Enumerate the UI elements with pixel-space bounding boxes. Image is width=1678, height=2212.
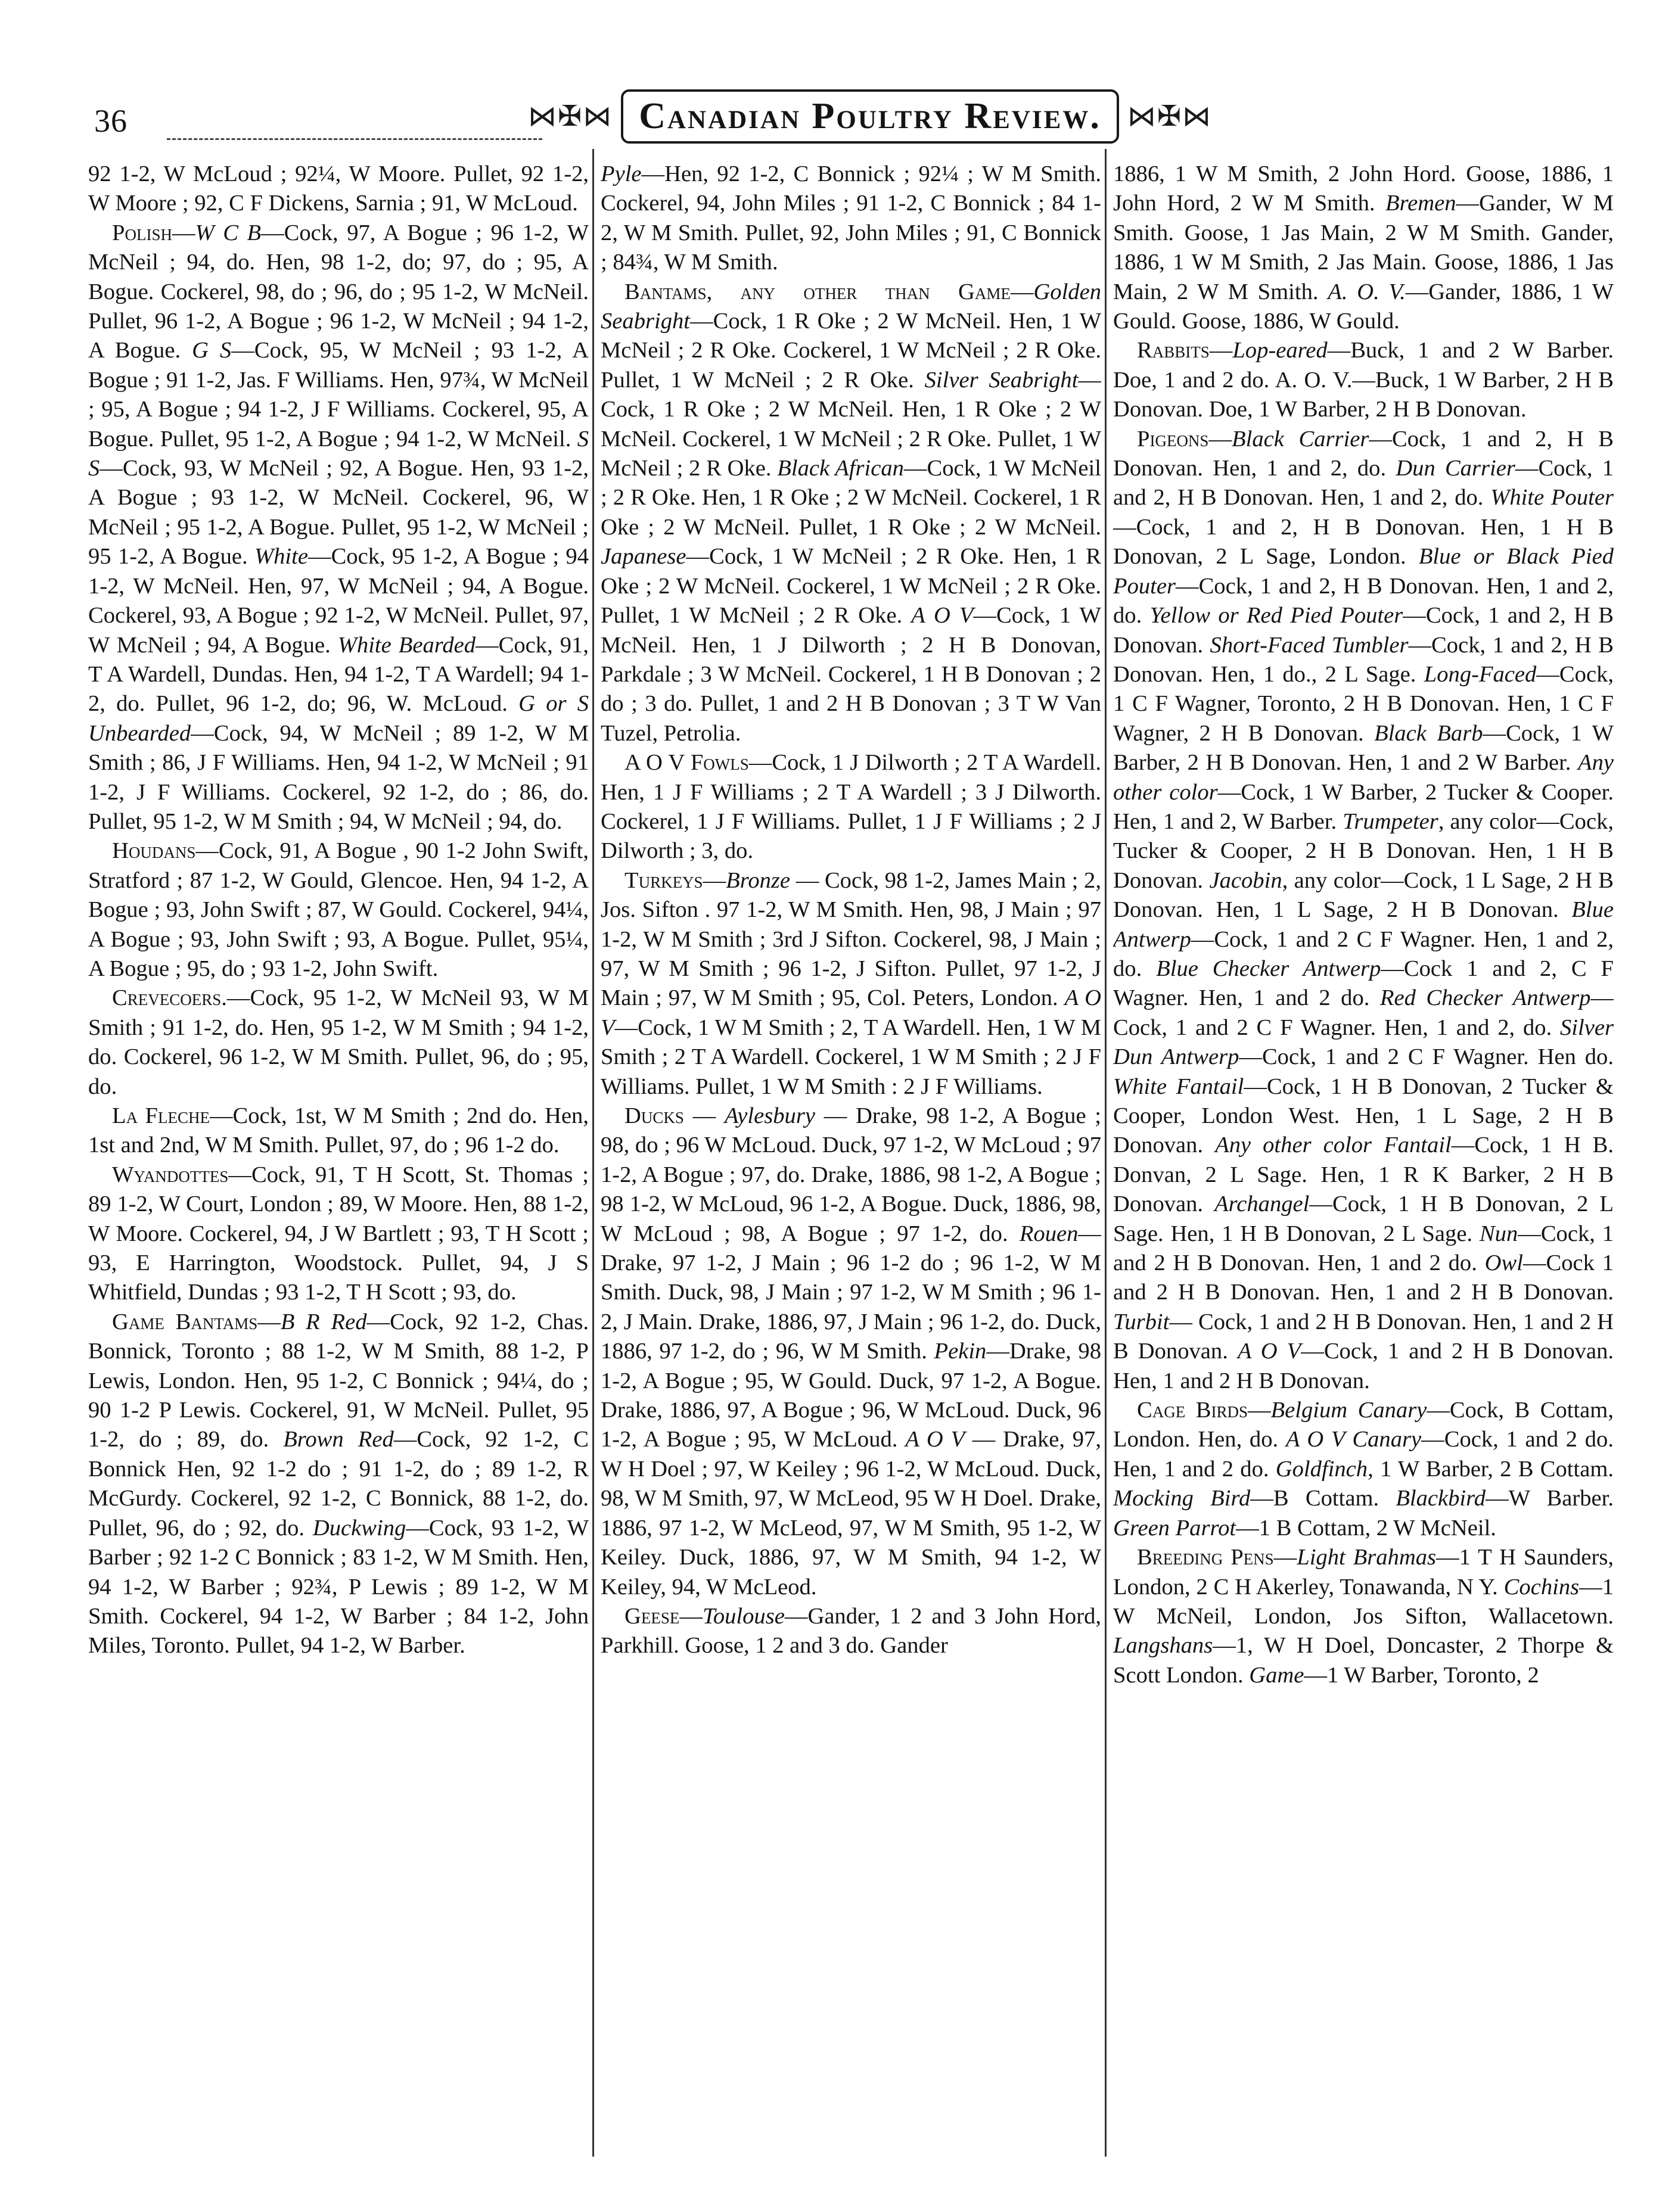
variety-name: Mocking Bird (1113, 1486, 1251, 1511)
entry-text: —1, W H Doel, Doncaster, 2 Thorpe & Scott London. (1113, 1633, 1614, 1688)
entry-text: — (257, 1309, 281, 1334)
entry-text: —Drake, 97 1-2, J Main ; 96 1-2 do ; 96 1-2, W M Smith. Duck, 98, J Main ; 97 1-2, W M Smith ; 96 1-2, J Main. Drake, 1886, 97, J Main ; 96 1-2, do. Duck, 1886, 97 1-2, do ; 96, W M Smith. (601, 1221, 1101, 1364)
section-heading: Rabbits (1137, 338, 1210, 363)
variety-name: Any other color Fantail (1215, 1133, 1452, 1158)
entry-text: —Cock, 1 R Oke ; 2 W McNeil. Hen, 1 R Oke ; 2 W McNeil. Cockerel, 1 W McNeil ; 2 R Oke. Pullet, 1 W McNeil ; 2 R Oke. (601, 367, 1101, 481)
paragraph (601, 1102, 1101, 1602)
variety-name: Goldfinch (1275, 1456, 1368, 1482)
variety-name: B R Red (280, 1309, 367, 1334)
entry-text: —Cock, 1 W McNeil ; 2 R Oke. Hen, 1 R Oke ; 2 W McNeil. Cockerel, 1 W McNeil ; 2 R Oke. Pullet, 1 W McNeil ; 2 R Oke. (601, 544, 1101, 629)
entry-text: —Cock, 94, W McNeil ; 89 1-2, W M Smith ; 86, J F Williams. Hen, 94 1-2, W McNeil ; 91 1-2, J F Williams. Cockerel, 92 1-2, do ; 86, do. Pullet, 95 1-2, W M Smith ; 94, W McNeil ; 94, do. (88, 720, 589, 834)
header-dashed-rule (167, 138, 542, 140)
variety-name: A. O. V. (1328, 279, 1406, 304)
variety-name: G or S Unbearded (88, 691, 589, 746)
paragraph (88, 219, 589, 837)
column-divider (592, 149, 594, 2157)
variety-name: Cochins (1503, 1574, 1580, 1600)
variety-name: Aylesbury (724, 1103, 815, 1128)
entry-text: —Cock, 91, T A Wardell, Dundas. Hen, 94 1-2, T A Wardell; 94 1-2, do. Pullet, 96 1-2, do; 96, W. McLoud. (88, 632, 589, 717)
variety-name: Any other color (1113, 750, 1614, 805)
entry-text: 92 1-2, W McLoud ; 92¼, W Moore. Pullet, 92 1-2, W Moore ; 92, C F Dickens, Sarnia ; 91, W McLoud. (88, 161, 589, 216)
section-heading: Bantams, any other than Game (624, 279, 1011, 304)
entry-text: —1 W McNeil, London, Jos Sifton, Wallacetown. (1113, 1574, 1614, 1629)
variety-name: Brown Red (283, 1427, 394, 1452)
entry-text: —1 T H Saunders, London, 2 C H Akerley, Tonawanda, N Y. (1113, 1545, 1614, 1600)
masthead-title: Canadian Poultry Review. (621, 89, 1119, 144)
entry-text: — Cock, 98 1-2, James Main ; 2, Jos. Sifton . 97 1-2, W M Smith. Hen, 98, J Main ; 97 1-2, W M Smith ; 3rd J Sifton. Cockerel, 98, J Main ; 97, W M Smith ; 96 1-2, J Sifton. Pullet, 97 1-2, J Main ; 97, W M Smith ; 95, Col. Peters, London. (601, 867, 1101, 1011)
entry-text: — (172, 220, 195, 245)
paragraph (1113, 1396, 1614, 1543)
entry-text: —Cock, 1 and 2 C F Wagner. Hen, 1 and 2, do. (1113, 985, 1614, 1040)
variety-name: A O V (911, 603, 974, 629)
section-heading: La Fleche (112, 1103, 210, 1128)
variety-name: Yellow or Red Pied Pouter (1149, 603, 1403, 629)
variety-name: Black Carrier (1232, 426, 1369, 452)
entry-text: —Cock, 1 and 2 C F Wagner. Hen, 1 and 2, do. (1113, 926, 1614, 981)
entry-text: — (683, 1103, 725, 1128)
variety-name: G S (192, 338, 232, 363)
column-1 (88, 160, 589, 2126)
variety-name: Nun (1479, 1221, 1518, 1246)
entry-text: —Gander, 1 2 and 3 John Hord, Parkhill. Goose, 1 2 and 3 do. Gander (601, 1603, 1101, 1659)
entry-text: — Cock, 1 and 2 H B Donovan. Hen, 1 and 2 H B Donovan. (1113, 1309, 1614, 1364)
entry-text: —Cock, 95 1-2, A Bogue ; 94 1-2, W McNeil. Hen, 97, W McNeil ; 94, A Bogue. Cockerel, 93, A Bogue ; 92 1-2, W McNeil. Pullet, 97, W McNeil ; 94, A Bogue. (88, 544, 589, 658)
column-2 (601, 160, 1101, 2126)
entry-text: —Cock, 1 and 2, H B Donovan. Hen, 1 and 2, do. (1113, 573, 1614, 629)
variety-name: A O V (601, 985, 1101, 1040)
entry-text: —Cock, 1 W Barber, 2 H B Donovan. Hen, 1 and 2 W Barber. (1113, 720, 1614, 776)
variety-name: Belgium Canary (1270, 1398, 1427, 1423)
paragraph (88, 1161, 589, 1308)
variety-name: Langshans (1113, 1633, 1213, 1659)
entry-text: —Cock, 95 1-2, W McNeil 93, W M Smith ; 91 1-2, do. Hen, 95 1-2, W M Smith ; 94 1-2, do. Cockerel, 96 1-2, W M Smith. Pullet, 96, do ; 95, do. (88, 985, 589, 1099)
section-heading: Ducks (624, 1103, 684, 1128)
entry-text: —Cock, 1 and 2, H B Donovan. Hen, 1 H B Donovan, 2 L Sage, London. (1113, 514, 1614, 570)
paragraph (601, 1602, 1101, 1661)
masthead (527, 83, 1213, 149)
paragraph (1113, 336, 1614, 424)
entry-text: —Cock, 1 R Oke ; 2 W McNeil. Hen, 1 W McNeil ; 2 R Oke. Cockerel, 1 W McNeil ; 2 R Oke. Pullet, 1 W McNeil ; 2 R Oke. (601, 309, 1101, 393)
variety-name: Turbit (1113, 1309, 1170, 1334)
section-heading: Polish (112, 220, 172, 245)
variety-name: A O V Canary (1285, 1427, 1422, 1452)
entry-text: — (1208, 426, 1232, 452)
variety-name: Trumpeter (1343, 808, 1438, 834)
paragraph (88, 836, 589, 984)
variety-name: W C B (195, 220, 262, 245)
entry-text: , any color—Cock, 1 L Sage, 2 H B Donovan. Hen, 1 L Sage, 2 H B Donovan. (1113, 867, 1614, 923)
entry-text: —Cock, 97, A Bogue ; 96 1-2, W McNeil ; 94, do. Hen, 98 1-2, do; 97, do ; 95, A Bogue. Cockerel, 98, do ; 96, do ; 95 1-2, W McNeil. Pullet, 96 1-2, A Bogue ; 96 1-2, W McNeil ; 94 1-2, A Bogue. (88, 220, 589, 363)
entry-text: —1 W Barber, Toronto, 2 (1304, 1662, 1539, 1688)
entry-text: — (679, 1603, 703, 1629)
entry-text: —Cock, 1 and 2, H B Donovan. Hen, 1 do., 2 L Sage. (1113, 632, 1614, 687)
entry-text: —Cock, 1 H B Donovan, 2 Tucker & Cooper, London West. Hen, 1 L Sage, 2 H B Donovan. (1113, 1074, 1614, 1158)
entry-text: —Cock, 1 and 2 H B Donovan. Hen, 1 and 2 H B Donovan. (1113, 1339, 1614, 1393)
entry-text: —Cock 1 and 2 H B Donovan. Hen, 1 and 2 H B Donovan. (1113, 1250, 1614, 1305)
paragraph (1113, 425, 1614, 1396)
variety-name: Short-Faced Tumbler (1210, 632, 1409, 658)
column-3 (1113, 160, 1614, 2126)
entry-text: —Cock, 1 and 2 C F Wagner. Hen do. (1239, 1044, 1614, 1070)
page-number: 36 (94, 103, 128, 139)
section-heading: Crevecoers. (112, 985, 227, 1011)
paragraph (88, 1308, 589, 1661)
variety-name: Duckwing (312, 1515, 406, 1541)
entry-text: —W Barber. (1486, 1486, 1614, 1511)
entry-text: — Drake, 97, W H Doel ; 97, W Keiley ; 96 1-2, W McLoud. Duck, 98, W M Smith, 97, W McLeod, 95 W H Doel. Drake, 1886, 97 1-2, W McLeod, 97, W M Smith, 95 1-2, W Keiley. Duck, 1886, 97, W M Smith, 94 1-2, W Keiley, 94, W McLeod. (601, 1427, 1101, 1600)
paragraph (601, 866, 1101, 1102)
variety-name: Toulouse (702, 1603, 785, 1629)
entry-text: —B Cottam. (1250, 1486, 1396, 1511)
paragraph (88, 1102, 589, 1161)
paragraph (1113, 1543, 1614, 1690)
entry-text: —Cock, 1st, W M Smith ; 2nd do. Hen, 1st and 2nd, W M Smith. Pullet, 97, do ; 96 1-2 do. (88, 1103, 589, 1158)
variety-name: Light Brahmas (1297, 1545, 1437, 1570)
entry-text: — Drake, 98 1-2, A Bogue ; 98, do ; 96 W McLoud. Duck, 97 1-2, W McLoud ; 97 1-2, A Bogue ; 97, do. Drake, 1886, 98 1-2, A Bogue ; 98 1-2, W McLoud, 96 1-2, A Bogue. Duck, 1886, 98, W McLoud ; 98, A Bogue ; 97 1-2, do. (601, 1103, 1101, 1246)
variety-name: Pekin (934, 1339, 987, 1364)
variety-name: A O V (1237, 1339, 1301, 1364)
variety-name: S S (88, 426, 589, 481)
paragraph (88, 160, 589, 219)
entry-text: —Cock, 1 C F Wagner, Toronto, 2 H B Donovan. Hen, 1 C F Wagner, 2 H B Donovan. (1113, 661, 1614, 746)
variety-name: Blue Antwerp (1113, 897, 1614, 952)
variety-name: Silver Seabright (924, 367, 1079, 393)
entry-text: —Cock, 1 W M Smith ; 2, T A Wardell. Hen, 1 W M Smith ; 2 T A Wardell. Cockerel, 1 W M Smith ; 2 J F Williams. Pullet, 1 W M Smith : 2 J F Williams. (601, 1015, 1101, 1099)
variety-name: Jacobin (1209, 867, 1282, 893)
entry-text: —Cock, 1 and 2 do. Hen, 1 and 2 do. (1113, 1427, 1614, 1482)
variety-name: A O V (905, 1427, 965, 1452)
masthead-right-ornament-icon: ⋈✠⋈ (1127, 101, 1213, 132)
paragraph (88, 984, 589, 1102)
paragraph (601, 160, 1101, 278)
variety-name: Pyle (601, 161, 642, 186)
entry-text: —Cock, 1 and 2, H B Donovan. Hen, 1 and 2, do. (1113, 426, 1614, 481)
variety-name: Silver Dun Antwerp (1113, 1015, 1614, 1070)
section-heading: Houdans (112, 838, 196, 864)
entry-text: —Cock, 1 W McNeil ; 2 R Oke. Hen, 1 R Oke ; 2 W McNeil. Cockerel, 1 R Oke ; 2 W McNeil. Pullet, 1 R Oke ; 2 W McNeil. (601, 456, 1101, 540)
entry-text: —Gander, W M Smith. Goose, 1 Jas Main, 2 W M Smith. Gander, 1886, 1 W M Smith, 2 Jas Main. Goose, 1886, 1 Jas Main, 2 W M Smith. (1113, 191, 1614, 304)
paragraph (601, 748, 1101, 866)
entry-text: —Cock, B Cottam, London. Hen, do. (1113, 1398, 1614, 1452)
entry-text: —Hen, 92 1-2, C Bonnick ; 92¼ ; W M Smith. Cockerel, 94, John Miles ; 91 1-2, C Bonnick ; 84 1-2, W M Smith. Pullet, 92, John Miles ; 91, C Bonnick ; 84¾, W M Smith. (601, 161, 1101, 275)
variety-name: Blue or Black Pied Pouter (1113, 544, 1614, 599)
entry-text: —Cock, 1 and 2, H B Donovan. Hen, 1 and 2, do. (1113, 456, 1614, 511)
variety-name: Black African (777, 456, 904, 481)
section-heading: Pigeons (1137, 426, 1209, 452)
entry-text: 1886, 1 W M Smith, 2 John Hord. Goose, 1886, 1 John Hord, 2 W M Smith. (1113, 161, 1614, 216)
entry-text: —1 B Cottam, 2 W McNeil. (1236, 1515, 1496, 1541)
variety-name: Rouen (1019, 1221, 1079, 1246)
variety-name: Owl (1484, 1250, 1523, 1276)
entry-text: —Cock, 1 W Barber, 2 Tucker & Cooper. Hen, 1 and 2, W Barber. (1113, 779, 1614, 834)
section-heading: Cage Birds (1137, 1398, 1248, 1423)
variety-name: Red Checker Antwerp (1379, 985, 1591, 1011)
section-heading: Breeding Pens (1137, 1545, 1274, 1570)
entry-text: — (1209, 338, 1233, 363)
entry-text: —Drake, 98 1-2, A Bogue ; 95, W Gould. Duck, 97 1-2, A Bogue. Drake, 1886, 97, A Bogue ; 96, W McLoud. Duck, 96 1-2, A Bogue ; 95, W McLoud. (601, 1339, 1101, 1452)
variety-name: Archangel (1214, 1191, 1310, 1217)
variety-name: Green Parrot (1113, 1515, 1236, 1541)
entry-text: —Cock, 92 1-2, C Bonnick Hen, 92 1-2 do ; 91 1-2, do ; 89 1-2, R McGurdy. Cockerel, 92 1-2, C Bonnick, 88 1-2, do. Pullet, 96, do ; 92, do. (88, 1427, 589, 1541)
variety-name: Game (1249, 1662, 1304, 1688)
variety-name: White Pouter (1490, 485, 1614, 511)
entry-text: —Cock, 1 and 2, H B Donovan. (1113, 603, 1614, 658)
entry-text: —Cock, 93, W McNeil ; 92, A Bogue. Hen, 93 1-2, A Bogue ; 93 1-2, W McNeil. Cockerel, 96, W McNeil ; 95 1-2, A Bogue. Pullet, 95 1-2, W McNeil ; 95 1-2, A Bogue. (88, 456, 589, 570)
entry-text: —Cock 1 and 2, C F Wagner. Hen, 1 and 2 do. (1113, 956, 1614, 1011)
entry-text: —Cock, 1 H B. Donvan, 2 L Sage. Hen, 1 R K Barker, 2 H B Donovan. (1113, 1133, 1614, 1217)
variety-name: Dun Carrier (1396, 456, 1515, 481)
variety-name: Golden Seabright (601, 279, 1101, 334)
variety-name: White (254, 544, 308, 570)
variety-name: White Fantail (1113, 1074, 1244, 1099)
entry-text: , 1 W Barber, 2 B Cottam. (1368, 1456, 1614, 1482)
entry-text: —Cock, 1 W McNeil. Hen, 1 J Dilworth ; 2 H B Donovan, Parkdale ; 3 W McNeil. Cockerel, 1 H B Donovan ; 2 do ; 3 do. Pullet, 1 and 2 H B Donovan ; 3 T W Van Tuzel, Petrolia. (601, 603, 1101, 746)
entry-text: —Gander, 1886, 1 W Gould. Goose, 1886, W Gould. (1113, 279, 1614, 334)
entry-text: —Cock, 91, A Bogue , 90 1-2 John Swift, Stratford ; 87 1-2, W Gould, Glencoe. Hen, 94 1-2, A Bogue ; 93, John Swift ; 87, W Gould. Cockerel, 94¼, A Bogue ; 93, John Swift ; 93, A Bogue. Pullet, 95¼, A Bogue ; 95, do ; 93 1-2, John Swift. (88, 838, 589, 981)
entry-text: —Buck, 1 and 2 W Barber. Doe, 1 and 2 do. A. O. V.—Buck, 1 W Barber, 2 H B Donovan. Doe, 1 W Barber, 2 H B Donovan. (1113, 338, 1614, 422)
column-divider (1105, 149, 1107, 2157)
masthead-left-ornament-icon: ⋈✠⋈ (527, 101, 613, 132)
paragraph (1113, 160, 1614, 336)
entry-text: —Cock, 1 H B Donovan, 2 L Sage. Hen, 1 H B Donovan, 2 L Sage. (1113, 1191, 1614, 1246)
section-heading: Game Bantams (112, 1309, 258, 1334)
variety-name: Black Barb (1374, 720, 1483, 746)
section-heading: Turkeys (624, 867, 703, 893)
entry-text: —Cock, 93 1-2, W Barber ; 92 1-2 C Bonnick ; 83 1-2, W M Smith. Hen, 94 1-2, W Barber ; 92¾, P Lewis ; 89 1-2, W M Smith. Cockerel, 94 1-2, W Barber ; 84 1-2, John Miles, Toronto. Pullet, 94 1-2, W Barber. (88, 1515, 589, 1659)
entry-text: — (1247, 1398, 1271, 1423)
variety-name: Long-Faced (1424, 661, 1537, 687)
entry-text: —Cock, 95, W McNeil ; 93 1-2, A Bogue ; 91 1-2, Jas. F Williams. Hen, 97¾, W McNeil ; 95, A Bogue ; 94 1-2, J F Williams. Cockerel, 95, A Bogue. Pullet, 95 1-2, A Bogue ; 94 1-2, W McNeil. (88, 338, 589, 452)
variety-name: Blackbird (1396, 1486, 1486, 1511)
variety-name: Japanese (601, 544, 686, 570)
entry-text: —Cock, 92 1-2, Chas. Bonnick, Toronto ; 88 1-2, W M Smith, 88 1-2, P Lewis, London. Hen, 95 1-2, C Bonnick ; 94¼, do ; 90 1-2 P Lewis. Cockerel, 91, W McNeil. Pullet, 95 1-2, do ; 89, do. (88, 1309, 589, 1452)
entry-text: — (703, 867, 726, 893)
variety-name: Lop-eared (1232, 338, 1328, 363)
entry-text: , any color—Cock, Tucker & Cooper, 2 H B Donovan. Hen, 1 H B Donovan. (1113, 808, 1614, 893)
section-heading: Geese (624, 1603, 680, 1629)
variety-name: White Bearded (337, 632, 476, 658)
variety-name: Bronze (726, 867, 791, 893)
entry-text: —Cock, 1 J Dilworth ; 2 T A Wardell. Hen, 1 J F Williams ; 2 T A Wardell ; 3 J Dilworth. Cockerel, 1 J F Williams. Pullet, 1 J F Williams ; 2 J Dilworth ; 3, do. (601, 750, 1101, 864)
paragraph (601, 278, 1101, 749)
variety-name: Bremen (1385, 191, 1456, 216)
section-heading: A O V Fowls (624, 750, 749, 776)
variety-name: Blue Checker Antwerp (1156, 956, 1381, 981)
entry-text: — (1273, 1545, 1297, 1570)
entry-text: — (1010, 279, 1034, 304)
entry-text: —Cock, 1 and 2 H B Donovan. Hen, 1 and 2 do. (1113, 1221, 1614, 1276)
section-heading: Wyandottes (112, 1162, 229, 1187)
entry-text: —Cock, 91, T H Scott, St. Thomas ; 89 1-2, W Court, London ; 89, W Moore. Hen, 88 1-2, W Moore. Cockerel, 94, J W Bartlett ; 93, T H Scott ; 93, E Harrington, Woodstock. Pullet, 94, J S Whitfield, Dundas ; 93 1-2, T H Scott ; 93, do. (88, 1162, 589, 1305)
